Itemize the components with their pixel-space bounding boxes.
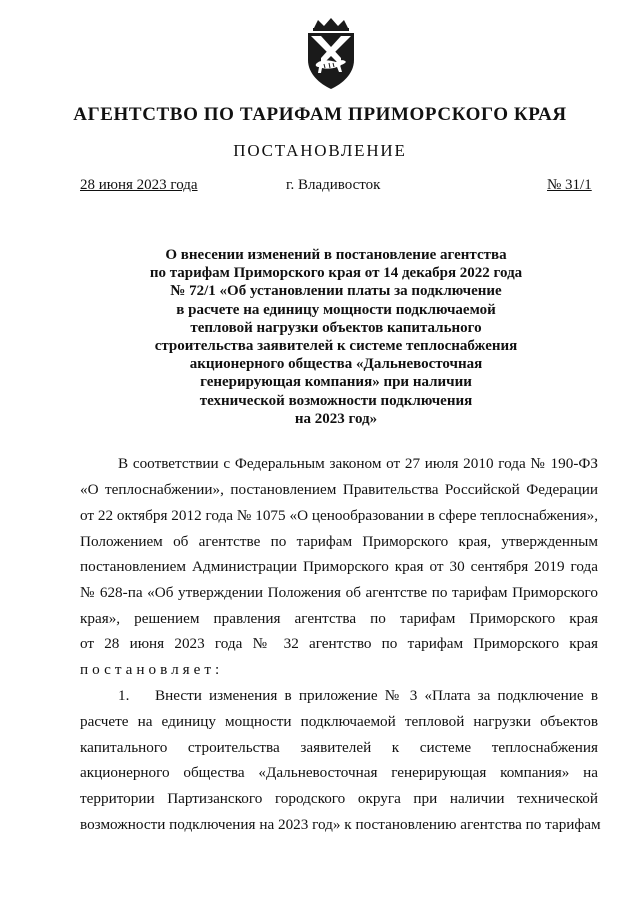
title-line: О внесении изменений в постановление агентства [165, 247, 507, 263]
document-type: ПОСТАНОВЛЕНИЕ [233, 141, 407, 160]
item-line: Внести изменения в приложение № 3 «Плата за подключение в [155, 687, 598, 704]
title-line: по тарифам Приморского края от 14 декабря 2022 года [149, 265, 523, 282]
item-line: расчете на единицу мощности подключаемой тепловой нагрузки объектов [80, 713, 598, 730]
preamble-line: В соответствии с Федеральным законом от 27 июля 2010 года № 190-ФЗ [118, 455, 598, 472]
coat-of-arms-icon [300, 18, 362, 90]
document-date: 28 июня 2023 года [80, 177, 198, 193]
title-line: тепловой нагрузки объектов капитального [190, 319, 482, 336]
preamble-line: «О теплоснабжении», постановлением Правительства Российской Федерации [80, 481, 598, 498]
document-city: г. Владивосток [286, 177, 381, 193]
item-line: акционерного общества «Дальневосточная генерирующая компания» на [80, 764, 598, 781]
document-number: № 31/1 [547, 177, 592, 193]
preamble-line: № 628-па «Об утверждении Положения об агентстве по тарифам Приморского [80, 584, 598, 601]
title-line: строительства заявителей к системе теплоснабжения [154, 338, 518, 355]
preamble-line: от 22 октября 2012 года № 1075 «О ценообразовании в сфере теплоснабжения», [80, 507, 598, 524]
title-line: акционерного общества «Дальневосточная [189, 356, 483, 373]
agency-name: АГЕНТСТВО ПО ТАРИФАМ ПРИМОРСКОГО КРАЯ [73, 104, 567, 125]
title-line: № 72/1 «Об установлении платы за подключение [170, 283, 502, 300]
resolves-word: постановляет: [80, 661, 224, 678]
title-line: технической возможности подключения [199, 392, 473, 409]
preamble-line: постановлением Администрации Приморского края от 30 сентября 2019 года [80, 558, 598, 575]
item-line: капитального строительства заявителей к системе теплоснабжения [80, 739, 598, 756]
document-title [80, 246, 592, 428]
title-line: генерирующая компания» при наличии [200, 374, 472, 391]
title-line: на 2023 год» [294, 410, 378, 427]
preamble-line: края», решением правления агентства по тарифам Приморского края [80, 610, 598, 627]
title-line: в расчете на единицу мощности подключаемой [176, 301, 496, 318]
item-line: территории Партизанского городского округа при наличии технической [80, 790, 598, 807]
preamble-line: Положением об агентстве по тарифам Приморского края, утвержденным [80, 533, 598, 550]
preamble-line: от 28 июня 2023 года № 32 агентство по тарифам Приморского края [80, 635, 598, 652]
item-line: возможности подключения на 2023 год» к постановлению агентства по тарифам [80, 816, 601, 833]
item-number: 1. [118, 687, 130, 704]
